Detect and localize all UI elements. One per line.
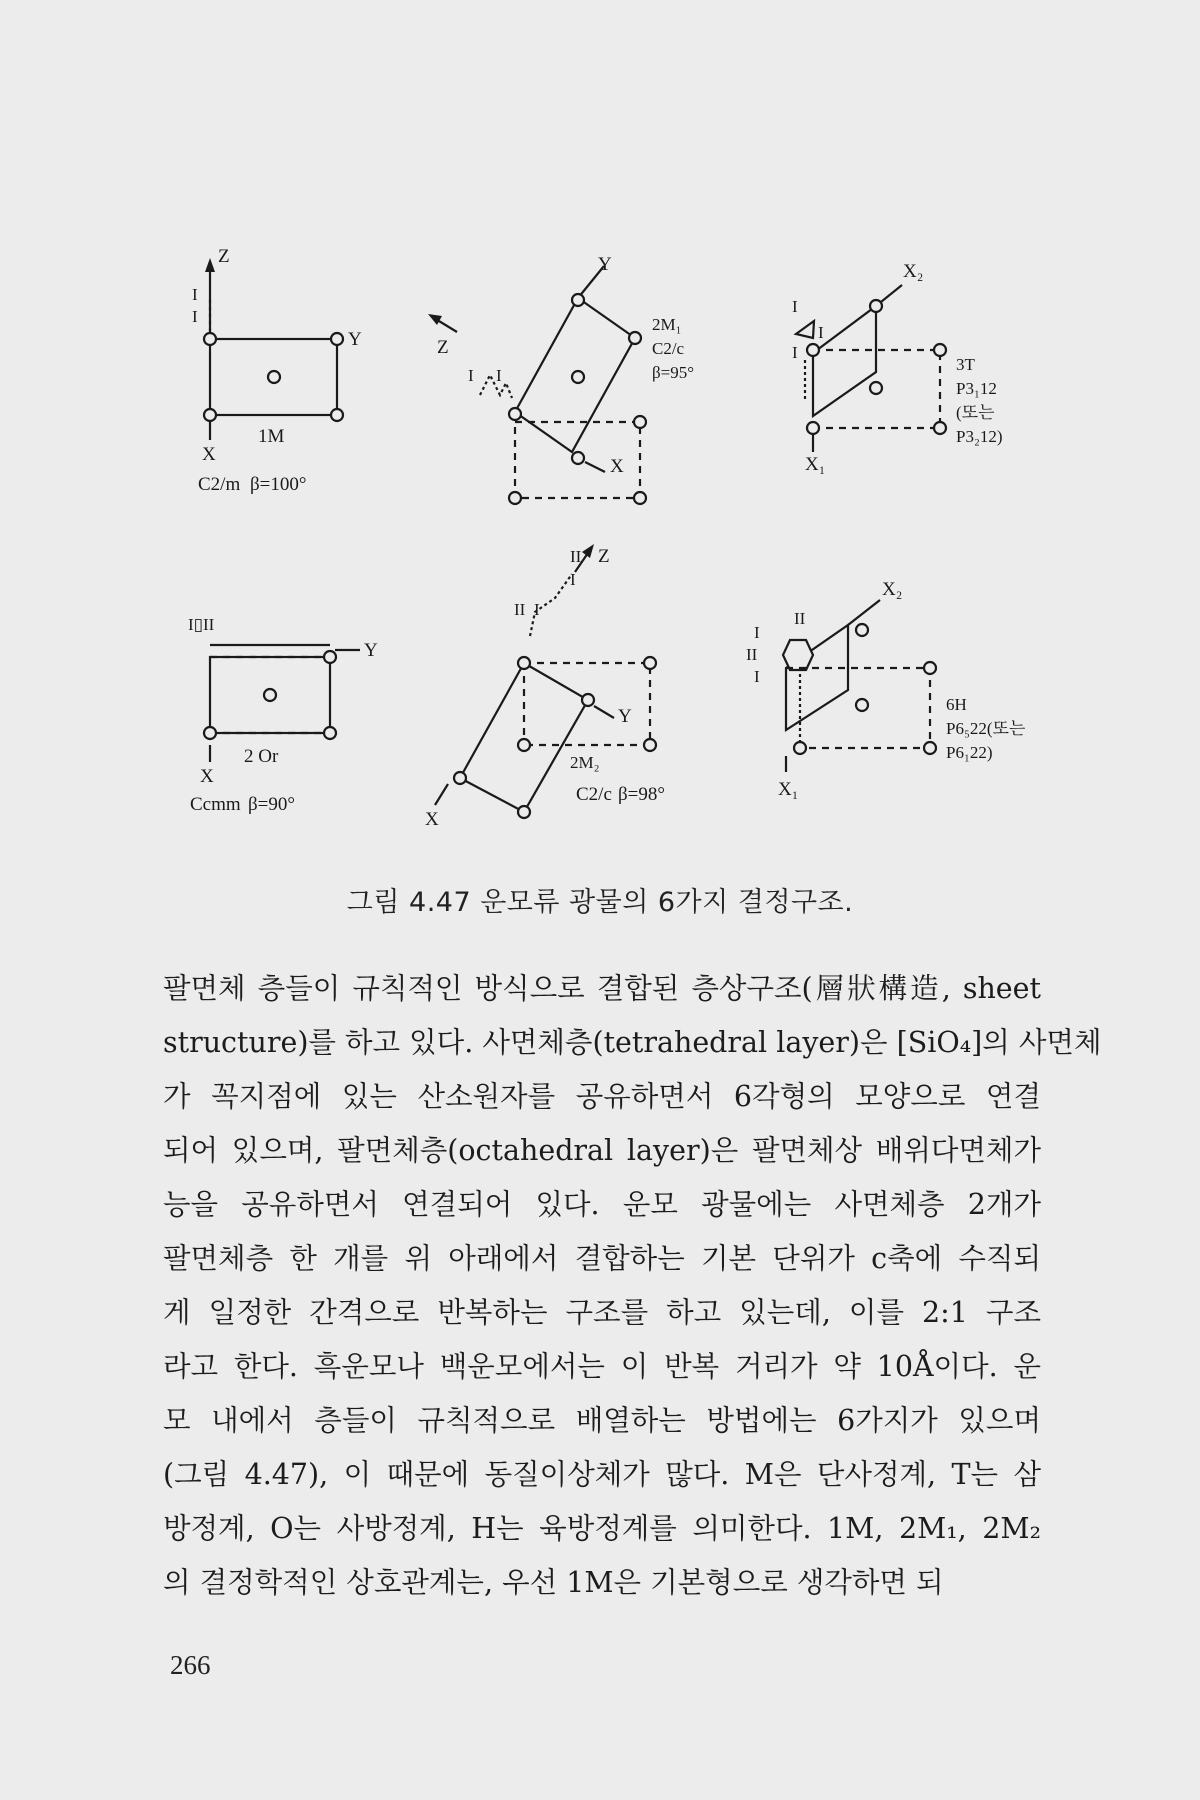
layer-label: I bbox=[792, 343, 798, 362]
space-group-label: C2/c bbox=[576, 784, 612, 805]
layer-hexagon bbox=[783, 640, 813, 670]
polytype-label: 2M₂ bbox=[570, 753, 600, 772]
atom-circle bbox=[268, 371, 280, 383]
atom-circle bbox=[204, 333, 216, 345]
beta-label: β=95° bbox=[652, 363, 695, 382]
polytype-label: 1M bbox=[258, 426, 285, 447]
panel-1M bbox=[204, 258, 343, 440]
atom-circle bbox=[924, 662, 936, 674]
atom-circle bbox=[518, 657, 530, 669]
atom-circle bbox=[582, 694, 594, 706]
x-axis-line bbox=[585, 462, 605, 472]
text-line: 팔면체층 한 개를 위 아래에서 결합하는 기본 단위가 c축에 수직되 bbox=[163, 1242, 1041, 1275]
atom-circle bbox=[807, 344, 819, 356]
space-group-label: Ccmm bbox=[190, 794, 241, 815]
mica-polytype-figure bbox=[0, 0, 1200, 880]
atom-circle bbox=[572, 371, 584, 383]
atom-circle bbox=[794, 742, 806, 754]
atom-circle bbox=[331, 409, 343, 421]
axis-label: X₂ bbox=[903, 261, 924, 282]
text-line: 게 일정한 간격으로 반복하는 구조를 하고 있는데, 이를 2:1 구조 bbox=[163, 1296, 1041, 1329]
panel-3T bbox=[796, 285, 946, 452]
space-group-label: P6₅22(또는 bbox=[946, 719, 1026, 738]
atom-circle bbox=[331, 333, 343, 345]
atom-circle bbox=[204, 409, 216, 421]
layer-label: I bbox=[534, 600, 540, 619]
atom-circle bbox=[454, 772, 466, 784]
layer-label: II bbox=[794, 609, 806, 628]
text-line: 가 꼭지점에 있는 산소원자를 공유하면서 6각형의 모양으로 연결 bbox=[163, 1080, 1041, 1113]
atom-circle bbox=[629, 332, 641, 344]
beta-label: β=90° bbox=[248, 794, 295, 815]
layer-triangle bbox=[796, 321, 814, 338]
axis-label: Z bbox=[437, 337, 449, 358]
axis-label: Z bbox=[598, 546, 610, 567]
layer-label: I bbox=[570, 570, 576, 589]
x2-axis-line bbox=[848, 600, 880, 625]
space-group-label: C2/m bbox=[198, 474, 241, 495]
atom-circle bbox=[934, 422, 946, 434]
atom-circle bbox=[934, 344, 946, 356]
axis-label: Y bbox=[618, 706, 632, 727]
atom-circle bbox=[856, 699, 868, 711]
text-line: 모 내에서 층들이 규칙적으로 배열하는 방법에는 6가지가 있으며 bbox=[163, 1404, 1041, 1437]
body-paragraph bbox=[163, 962, 1102, 1610]
layer-label: II bbox=[746, 645, 758, 664]
text-line: (그림 4.47), 이 때문에 동질이상체가 많다. M은 단사정계, T는 삼 bbox=[163, 1458, 1041, 1491]
layer-label: I bbox=[818, 323, 824, 342]
atom-circle bbox=[518, 739, 530, 751]
alt-space-group-label: P6₁22) bbox=[946, 743, 993, 762]
text-line: structure)를 하고 있다. 사면체층(tetrahedral layer)은 [SiO₄]의 사면체 bbox=[163, 1026, 1102, 1059]
page-number: 266 bbox=[170, 1650, 211, 1680]
y-axis-line bbox=[594, 706, 614, 718]
axis-label: X bbox=[425, 809, 439, 830]
z-arrow-icon bbox=[428, 314, 442, 325]
axis-label: X bbox=[200, 766, 214, 787]
axis-label: X₁ bbox=[778, 779, 799, 800]
axis-label: Z bbox=[218, 246, 230, 267]
space-group-label: C2/c bbox=[652, 339, 685, 358]
panel-2Or bbox=[204, 645, 360, 762]
atom-circle bbox=[807, 422, 819, 434]
beta-label: β=98° bbox=[618, 784, 665, 805]
atom-circle bbox=[924, 742, 936, 754]
atom-circle bbox=[324, 727, 336, 739]
text-line: 되어 있으며, 팔면체층(octahedral layer)은 팔면체상 배위다면체가 bbox=[163, 1134, 1041, 1167]
atom-circle bbox=[518, 806, 530, 818]
atom-circle bbox=[644, 657, 656, 669]
panel-6H bbox=[783, 600, 936, 772]
layer-label: I bbox=[754, 623, 760, 642]
space-group-label: P3₁12 bbox=[956, 379, 997, 398]
atom-circle bbox=[634, 416, 646, 428]
layer-label: I bbox=[496, 366, 502, 385]
atom-circle bbox=[324, 651, 336, 663]
text-line: 능을 공유하면서 연결되어 있다. 운모 광물에는 사면체층 2개가 bbox=[163, 1188, 1041, 1221]
layer-label: I bbox=[192, 307, 198, 326]
layer-label: II bbox=[514, 600, 526, 619]
layer-label: I bbox=[468, 366, 474, 385]
atom-circle bbox=[204, 727, 216, 739]
axis-label: X₁ bbox=[805, 454, 826, 475]
atom-circle bbox=[870, 382, 882, 394]
axis-label: X bbox=[610, 456, 624, 477]
z-arrow-icon bbox=[205, 258, 215, 272]
figure-caption: 그림 4.47 운모류 광물의 6가지 결정구조. bbox=[346, 887, 854, 918]
beta-label: β=100° bbox=[250, 474, 307, 495]
text-line: 팔면체 층들이 규칙적인 방식으로 결합된 층상구조(層狀構造, sheet bbox=[163, 972, 1041, 1005]
layer-label: I bbox=[792, 297, 798, 316]
polytype-label: 2 Or bbox=[244, 746, 279, 767]
axis-label: X₂ bbox=[882, 579, 903, 600]
x-axis-line bbox=[435, 784, 448, 805]
atom-circle bbox=[509, 492, 521, 504]
text-line: 방정계, O는 사방정계, H는 육방정계를 의미한다. 1M, 2M₁, 2M₂ bbox=[163, 1512, 1041, 1545]
axis-label: Y bbox=[598, 254, 612, 275]
axis-label: X bbox=[202, 444, 216, 465]
atom-circle bbox=[856, 624, 868, 636]
axis-label: Y bbox=[348, 329, 362, 350]
atom-circle bbox=[572, 452, 584, 464]
polytype-label: 3T bbox=[956, 355, 975, 374]
text-line: 의 결정학적인 상호관계는, 우선 1M은 기본형으로 생각하면 되 bbox=[163, 1566, 944, 1599]
panel-2M2 bbox=[435, 544, 656, 818]
monoclinic-cell-parallelogram bbox=[460, 663, 588, 812]
alt-space-group-label: P3₂12) bbox=[956, 427, 1003, 446]
atom-circle bbox=[264, 689, 276, 701]
layer-label: II bbox=[570, 547, 582, 566]
polytype-label: 2M₁ bbox=[652, 315, 682, 334]
atom-circle bbox=[644, 739, 656, 751]
text-line: 라고 한다. 흑운모나 백운모에서는 이 반복 거리가 약 10Å이다. 운 bbox=[163, 1350, 1041, 1383]
axis-label: Y bbox=[364, 640, 378, 661]
atom-circle bbox=[509, 408, 521, 420]
layer-label: I▯II bbox=[188, 615, 215, 634]
alt-prefix-label: (또는 bbox=[956, 403, 995, 422]
z-arrow-icon bbox=[582, 544, 594, 558]
atom-circle bbox=[634, 492, 646, 504]
layer-label: I bbox=[754, 667, 760, 686]
atom-circle bbox=[572, 294, 584, 306]
polytype-label: 6H bbox=[946, 695, 967, 714]
atom-circle bbox=[870, 300, 882, 312]
layer-label: I bbox=[192, 285, 198, 304]
